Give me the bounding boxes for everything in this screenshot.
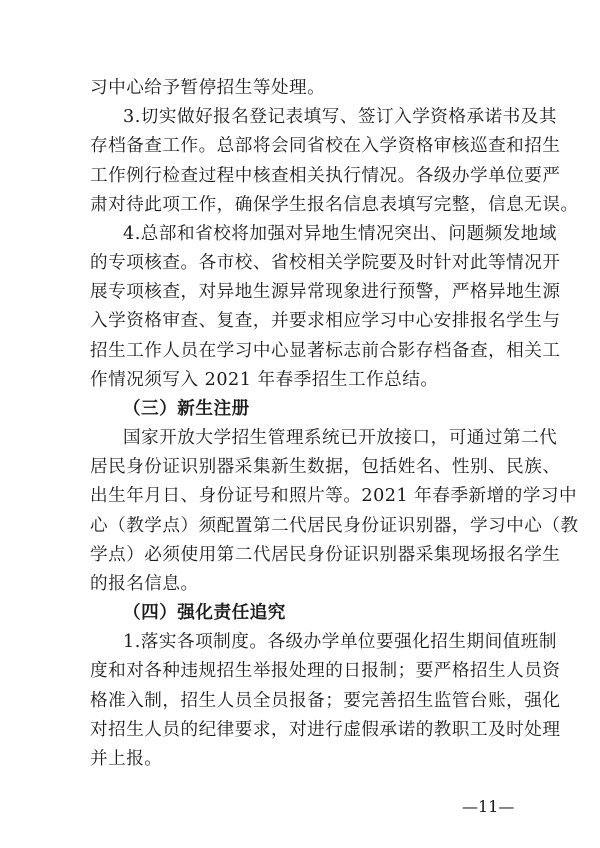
paragraph-line: 作情况须写入 2021 年春季招生工作总结。 [90,370,439,390]
page-number: —11— [462,797,515,816]
paragraph-line: 1.落实各项制度。各级办学单位要强化招生期间值班制 [123,632,557,652]
paragraph-line: 3.切实做好报名登记表填写、签订入学资格承诺书及其 [123,107,557,127]
paragraph-line: 的专项核查。各市校、省校相关学院要及时针对此等情况开 [90,253,561,273]
paragraph-line: 格准入制，招生人员全员报备；要完善招生监管台账，强化 [90,691,561,711]
section-heading: （三）新生注册 [123,399,250,419]
paragraph-line: 习中心给予暂停招生等处理。 [90,78,326,98]
paragraph-line: 的报名信息。 [90,574,199,594]
paragraph-line: 对招生人员的纪律要求，对进行虚假承诺的教职工及时处理 [90,720,561,740]
paragraph-line: 度和对各种违规招生举报处理的日报制；要严格招生人员资 [90,661,561,681]
section-heading: （四）强化责任追究 [123,603,286,623]
paragraph-line: 入学资格审查、复查，并要求相应学习中心安排报名学生与 [90,311,561,331]
paragraph-line: 肃对待此项工作，确保学生报名信息表填写完整，信息无误。 [90,195,579,215]
paragraph-line: 出生年月日、身份证号和照片等。2021 年春季新增的学习中 [90,486,578,506]
paragraph-line: 存档备查工作。总部将会同省校在入学资格审核巡查和招生 [90,136,561,156]
paragraph-line: 招生工作人员在学习中心显著标志前合影存档备查，相关工 [90,341,561,361]
paragraph-line: 并上报。 [90,749,163,769]
paragraph-line: 学点）必须使用第二代居民身份证识别器采集现场报名学生 [90,545,561,565]
paragraph-line: 居民身份证识别器采集新生数据，包括姓名、性别、民族、 [90,457,561,477]
paragraph-line: 工作例行检查过程中核查相关执行情况。各级办学单位要严 [90,166,561,186]
paragraph-line: 心（教学点）须配置第二代居民身份证识别器，学习中心（教 [90,516,579,536]
paragraph-line: 4.总部和省校将加强对异地生情况突出、问题频发地域 [123,224,557,244]
paragraph-line: 展专项核查，对异地生源异常现象进行预警，严格异地生源 [90,282,561,302]
paragraph-line: 国家开放大学招生管理系统已开放接口，可通过第二代 [123,428,558,448]
